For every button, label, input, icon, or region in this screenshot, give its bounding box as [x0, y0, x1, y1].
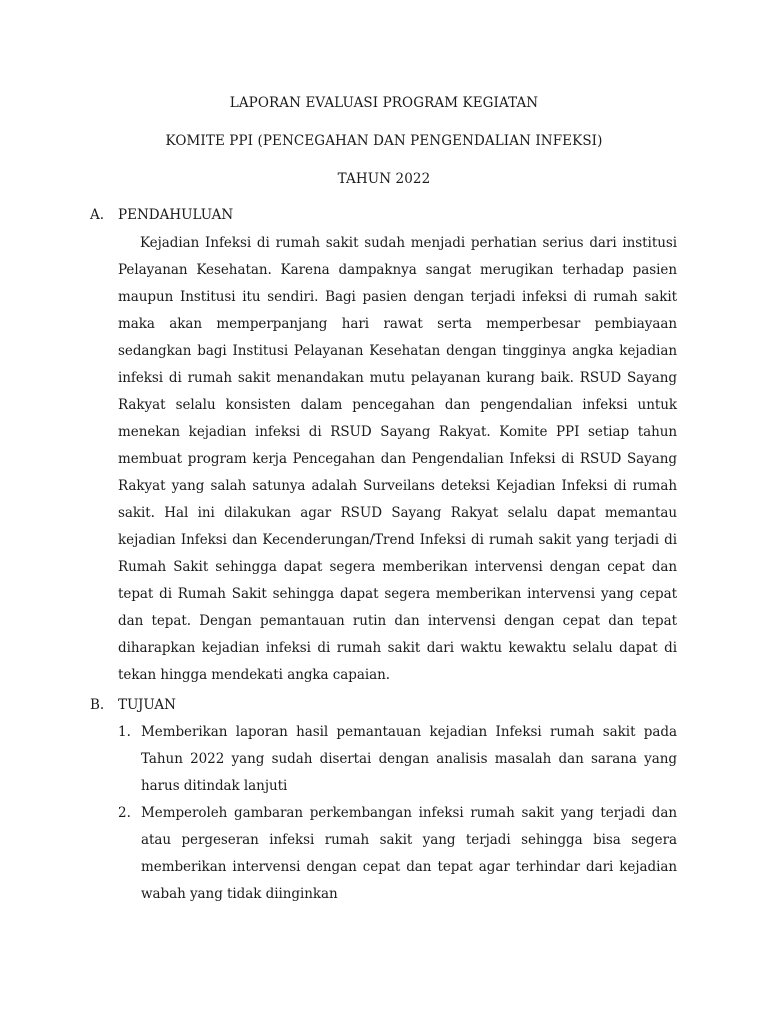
document-title: LAPORAN EVALUASI PROGRAM KEGIATAN: [229, 95, 539, 111]
section-a-heading: [90, 206, 233, 224]
list-item: [118, 719, 677, 800]
section-b-letter: B.: [90, 697, 105, 713]
list-item-text: Memberikan laporan hasil pemantauan kejadian Infeksi rumah sakit pada Tahun 2022 yang sudah disertai dengan analisis masalah dan sarana yang harus ditindak lanjuti: [141, 724, 677, 794]
list-item-number: 1.: [118, 724, 131, 740]
list-item-text: Memperoleh gambaran perkembangan infeksi rumah sakit yang terjadi dan atau pergeseran infeksi rumah sakit yang terjadi sehingga bisa segera memberikan intervensi dengan cepat dan tepat agar terhindar dari kejadian wabah yang tidak diinginkan: [141, 805, 677, 902]
section-b-heading: [90, 696, 176, 714]
document-year: TAHUN 2022: [337, 171, 431, 187]
list-item: [118, 800, 677, 908]
list-item-number: 2.: [118, 805, 131, 821]
section-a-title: PENDAHULUAN: [118, 207, 234, 223]
section-b-title: TUJUAN: [118, 697, 176, 713]
section-a-paragraph: Kejadian Infeksi di rumah sakit sudah menjadi perhatian serius dari institusi Pelayanan Kesehatan. Karena dampaknya sangat merugikan terhadap pasien maupun Institusi itu sendiri. Bagi pasien dengan terjadi infeksi di rumah sakit maka akan memperpanjang hari rawat serta memperbesar pembiayaan sedangkan bagi Institusi Pelayanan Kesehatan dengan tingginya angka kejadian infeksi di rumah sakit menandakan mutu pelayanan kurang baik. RSUD Sayang Rakyat selalu konsisten dalam pencegahan dan pengendalian infeksi untuk menekan kejadian infeksi di RSUD Sayang Rakyat. Komite PPI setiap tahun membuat program kerja Pencegahan dan Pengendalian Infeksi di RSUD Sayang Rakyat yang salah satunya adalah Surveilans deteksi Kejadian Infeksi di rumah sakit. Hal ini dilakukan agar RSUD Sayang Rakyat selalu dapat memantau kejadian Infeksi dan Kecenderungan/Trend Infeksi di rumah sakit yang terjadi di Rumah Sakit sehingga dapat segera memberikan intervensi dengan cepat dan tepat di Rumah Sakit sehingga dapat segera memberikan intervensi yang cepat dan tepat. Dengan pemantauan rutin dan intervensi dengan cepat dan tepat diharapkan kejadian infeksi di rumah sakit dari waktu kewaktu selalu dapat di tekan hingga mendekati angka capaian.: [118, 235, 677, 683]
document-subtitle: KOMITE PPI (PENCEGAHAN DAN PENGENDALIAN INFEKSI): [165, 133, 603, 149]
section-a-letter: A.: [90, 207, 105, 223]
